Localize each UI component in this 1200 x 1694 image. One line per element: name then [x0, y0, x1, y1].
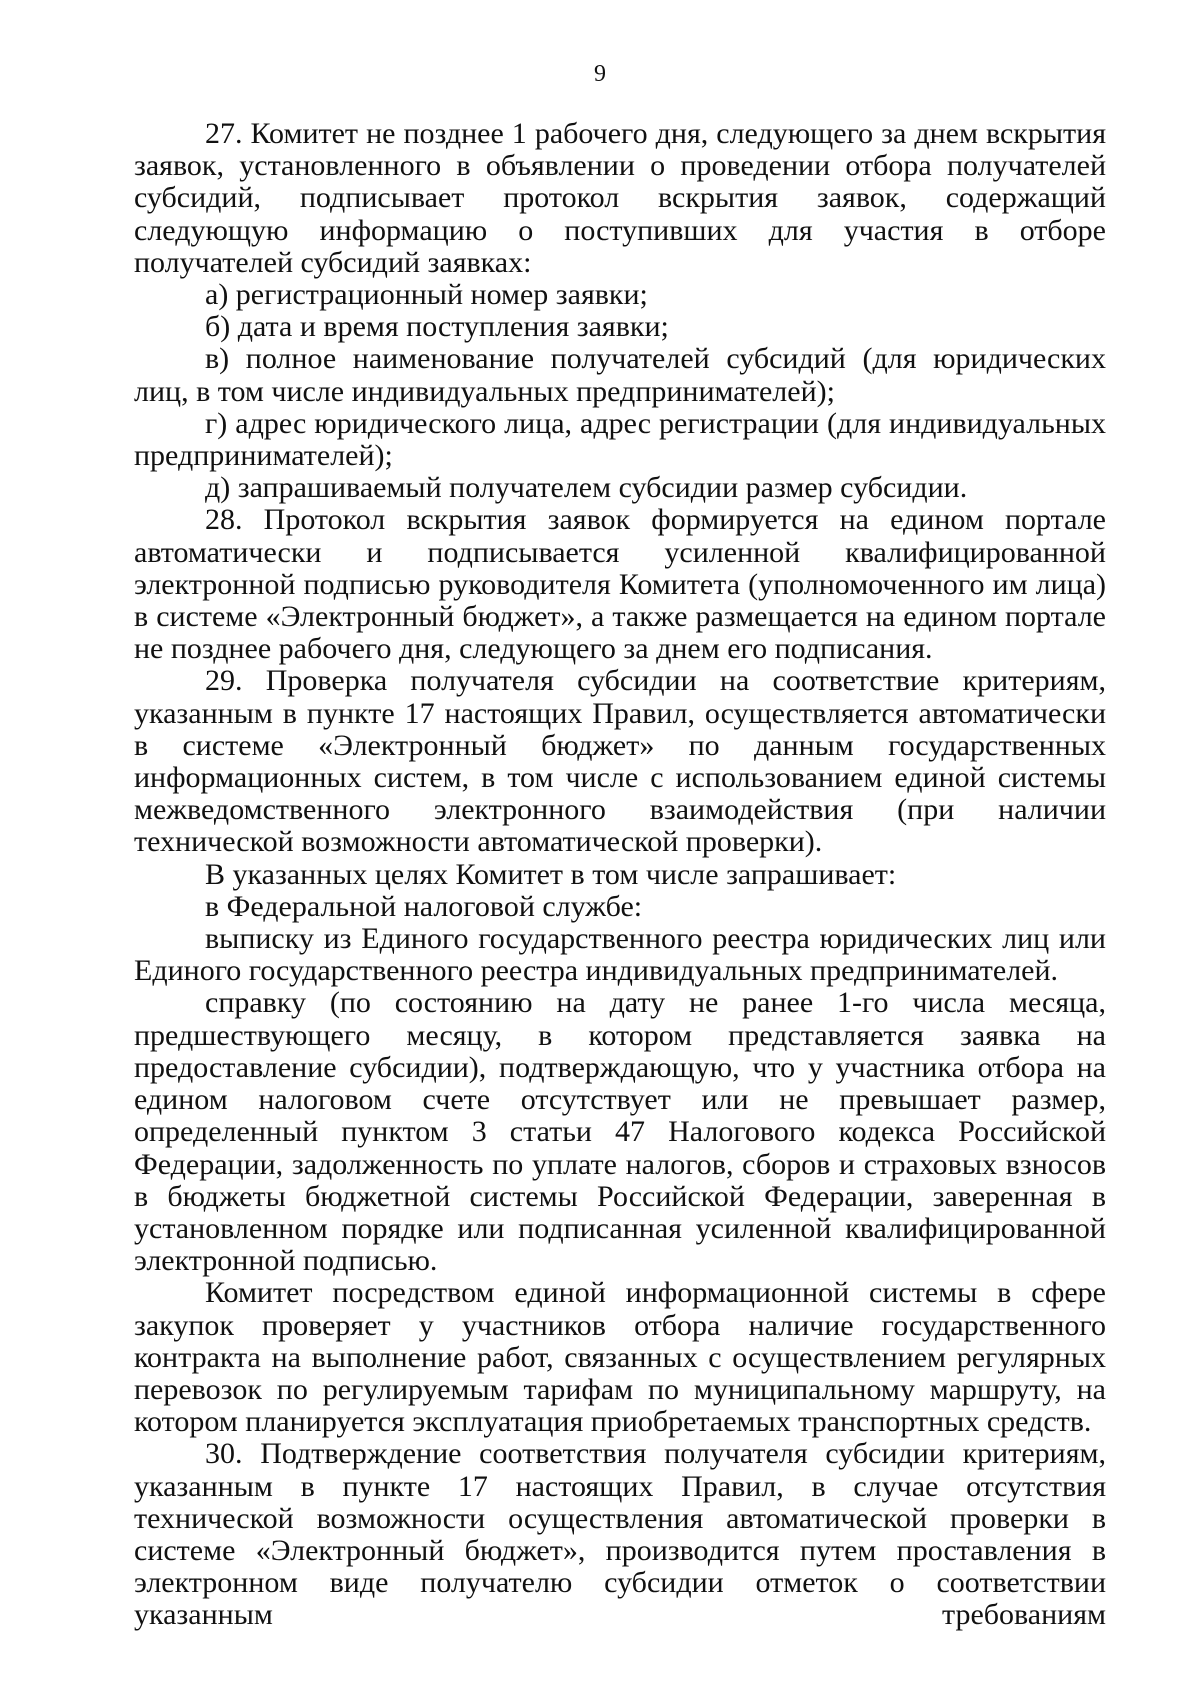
paragraph-28: 28. Протокол вскрытия заявок формируется на едином портале автоматически и подписывается усиленной квалифицированной электронной подписью руководителя Комитета (уполномоченного им лица) в системе «Электронный бюджет», а также размещается на едином портале не позднее рабочего дня, следующего за днем его подписания. — [134, 503, 1106, 666]
paragraph-29: 29. Проверка получателя субсидии на соответствие критериям, указанным в пункте 17 настоящих Правил, осуществляется автоматически в системе «Электронный бюджет» по данным государственных информационных систем, в том числе с использованием единой системы межведомственного электронного взаимодействия (при наличии технической возможности автоматической проверки). — [134, 664, 1106, 859]
paragraph-27: 27. Комитет не позднее 1 рабочего дня, следующего за днем вскрытия заявок, установленного в объявлении о проведении отбора получателей субсидий, подписывает протокол вскрытия заявок, содержащий следующую информацию о поступивших для участия в отборе получателей субсидий заявках: — [134, 117, 1106, 279]
paragraph-tax-certificate: справку (по состоянию на дату не ранее 1-го числа месяца, предшествующего месяцу, в котором представляется заявка на предоставление субсидии), подтверждающую, что у участника отбора на едином налоговом счете отсутствует или не превышает размер, определенный пунктом 3 статьи 47 Налогового кодекса Российской Федерации, задолженность по уплате налогов, сборов и страховых взносов в бюджеты бюджетной системы Российской Федерации, заверенная в установленном порядке или подписанная усиленной квалифицированной электронной подписью. — [134, 986, 1106, 1278]
paragraph-register-extract: выписку из Единого государственного реестра юридических лиц или Единого государственного реестра индивидуальных предпринимателей. — [134, 922, 1106, 988]
paragraph-tax-service: в Федеральной налоговой службе: — [205, 889, 643, 923]
document-body — [134, 118, 1106, 1632]
list-item-a: а) регистрационный номер заявки; — [205, 278, 648, 312]
paragraph-purpose: В указанных целях Комитет в том числе запрашивает: — [205, 857, 897, 891]
list-item-g: г) адрес юридического лица, адрес регистрации (для индивидуальных предпринимателей); — [134, 406, 1106, 473]
paragraph-procurement-check: Комитет посредством единой информационной системы в сфере закупок проверяет у участников отбора наличие государственного контракта на выполнение работ, связанных с осуществлением регулярных перевозок по регулируемым тарифам по муниципальному маршруту, на котором планируется эксплуатация приобретаемых транспортных средств. — [134, 1276, 1106, 1439]
list-item-v: в) полное наименование получателей субсидий (для юридических лиц, в том числе индивидуальных предпринимателей); — [134, 342, 1106, 408]
list-item-b: б) дата и время поступления заявки; — [205, 310, 669, 344]
list-item-d: д) запрашиваемый получателем субсидии размер субсидии. — [205, 471, 968, 505]
page-number: 9 — [594, 61, 606, 87]
paragraph-30: 30. Подтверждение соответствия получателя субсидии критериям, указанным в пункте 17 настоящих Правил, в случае отсутствия технической возможности осуществления автоматической проверки в системе «Электронный бюджет», производится путем проставления в электронном виде получателю субсидии отметок о соответствии указанным требованиям — [134, 1437, 1106, 1632]
